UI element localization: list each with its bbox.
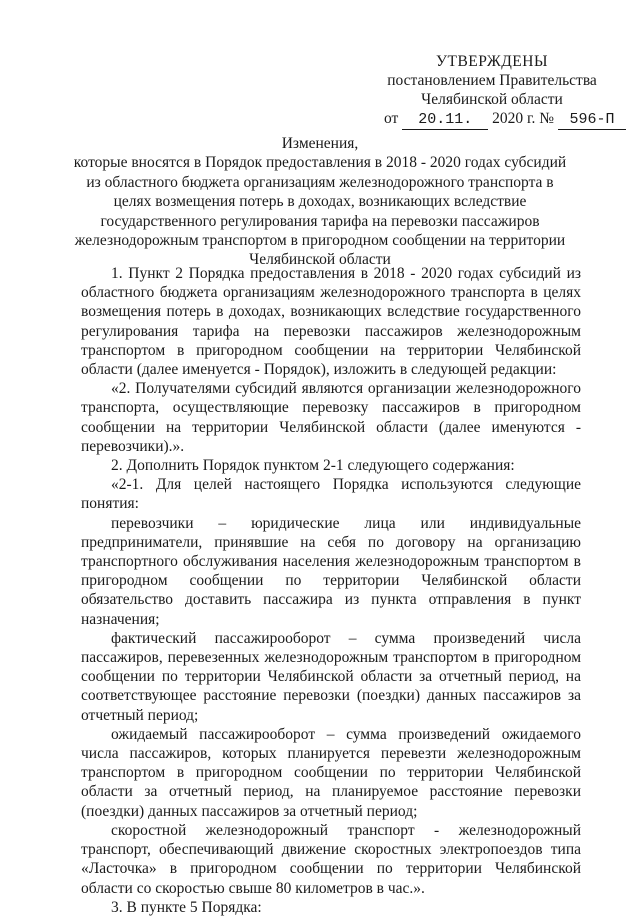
paragraph: 1. Пункт 2 Порядка предоставления в 2018 - 2020 годах субсидий из областного бюджета организациям железнодорожного транспорта в целях возмещения потерь в доходах, возникающих вследствие государственного регулирования тарифа на перевозки пассажиров железнодорожным транспортом в пригородном сообщении на территории Челябинской области (далее именуется - Порядок), изложить в следующей редакции: — [81, 265, 581, 379]
paragraph: «2-1. Для целей настоящего Порядка используются следующие понятия: — [81, 476, 581, 513]
title-heading: Изменения, — [281, 135, 359, 152]
approval-stamp — [372, 52, 615, 130]
paragraph: перевозчики – юридические лица или индивидуальные предприниматели, принявшие на себя по договору на организацию транспортного обслуживания населения железнодорожным транспортом в пригородном сообщении по территории Челябинской области обязательство доставить пассажира из пункта отправления в пункт назначения; — [81, 514, 581, 628]
paragraph: 3. В пункте 5 Порядка: — [111, 898, 262, 916]
document-title — [70, 134, 570, 270]
paragraph: 2. Дополнить Порядок пунктом 2-1 следующего содержания: — [111, 457, 515, 475]
date-prefix: от — [384, 110, 399, 127]
paragraph: ожидаемый пассажирооборот – сумма произведений ожидаемого числа пассажиров, которых планируется перевезти железнодорожным транспортом в пригородном сообщении по территории Челябинской области за отчетный период, на планируемое расстояние перевозки (поездки) данных пассажиров за отчетный период; — [81, 725, 581, 820]
title-subheading: которые вносятся в Порядок предоставления в 2018 - 2020 годах субсидий из областного бюджета организациям железнодорожного транспорта в целях возмещения потерь в доходах, возникающих вследствие государственного регулирования тарифа на перевозки пассажиров железнодорожным транспортом в пригородном сообщении на территории Челябинской области — [73, 154, 567, 269]
paragraph: скоростной железнодорожный транспорт - железнодорожный транспорт, обеспечивающий движение скоростных электропоездов типа «Ласточка» в пригородном сообщении по территории Челябинской области со скоростью свыше 80 километров в час.». — [81, 821, 581, 897]
approval-title: УТВЕРЖДЕНЫ — [436, 53, 548, 70]
document-body — [81, 264, 581, 917]
approval-date-line — [372, 109, 615, 130]
handwritten-date: 20.11. — [402, 110, 488, 130]
approval-line-region: Челябинской области — [421, 91, 563, 108]
approval-line-government: постановлением Правительства — [387, 72, 597, 89]
handwritten-number: 596-П — [558, 110, 626, 130]
paragraph: фактический пассажирооборот – сумма произведений числа пассажиров, перевезенных железнодорожным транспортом в пригородном сообщении по территории Челябинской области за отчетный период, на соответствующее расстояние перевозки (поездки) данных пассажиров за отчетный период; — [81, 629, 581, 724]
paragraph: «2. Получателями субсидий являются организации железнодорожного транспорта, осуществляющие перевозку пассажиров в пригородном сообщении на территории Челябинской области (далее именуются - перевозчики).». — [81, 380, 581, 455]
year-text: 2020 г. № — [492, 110, 555, 127]
